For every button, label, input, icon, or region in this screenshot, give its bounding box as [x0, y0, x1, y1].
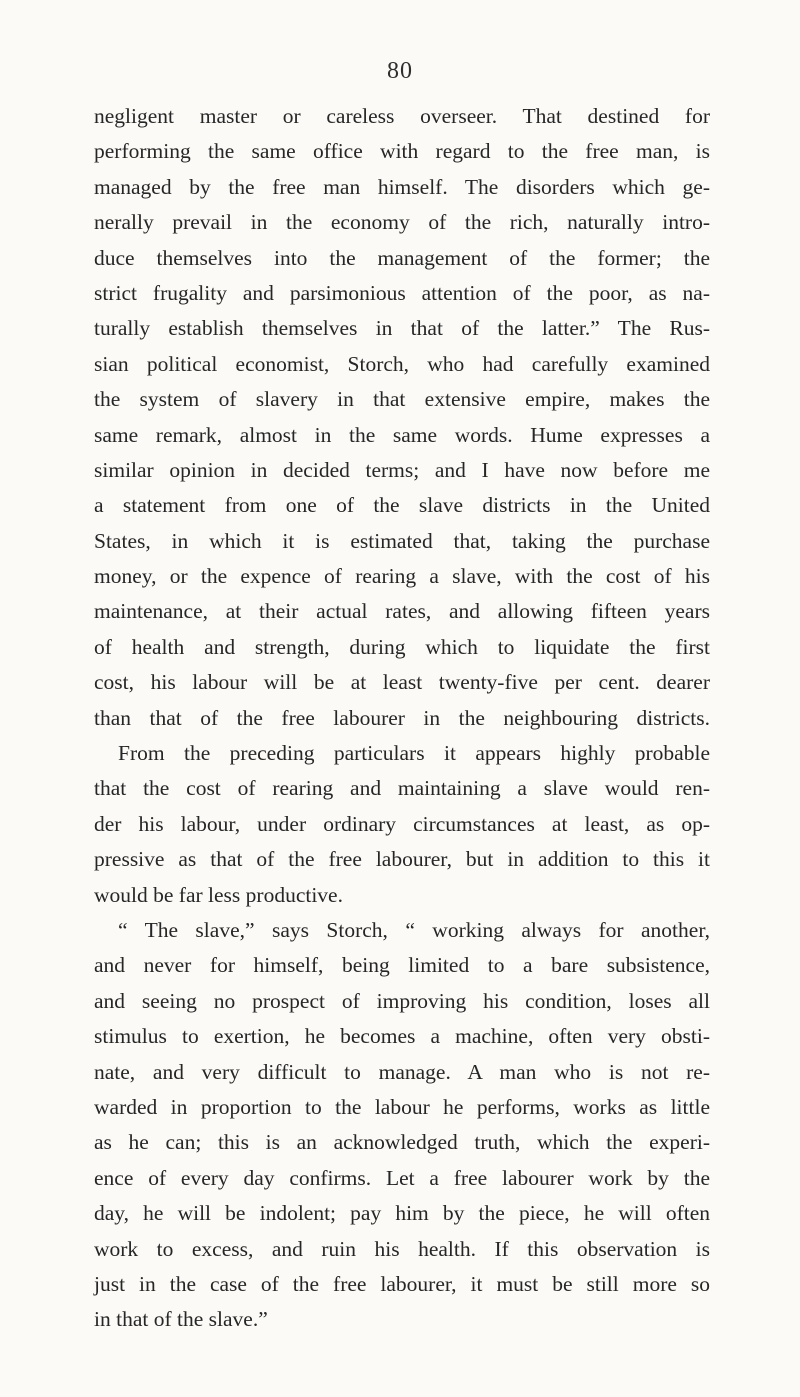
text-line: would be far less productive.	[94, 882, 343, 907]
text-line: cost, his labour will be at least twenty-five per cent. dearer	[94, 670, 710, 695]
body-text	[94, 99, 710, 1338]
text-line: and seeing no prospect of improving his condition, loses all	[94, 988, 710, 1013]
text-line: maintenance, at their actual rates, and allowing fifteen years	[94, 599, 710, 624]
text-line: day, he will be indolent; pay him by the piece, he will often	[94, 1201, 710, 1226]
text-line: der his labour, under ordinary circumstances at least, as op-	[94, 811, 710, 836]
text-line: “ The slave,” says Storch, “ working always for another,	[118, 917, 710, 942]
text-line: strict frugality and parsimonious attention of the poor, as na-	[94, 280, 710, 305]
text-line: pressive as that of the free labourer, but in addition to this it	[94, 847, 710, 872]
text-line: the system of slavery in that extensive empire, makes the	[94, 387, 710, 412]
text-line: of health and strength, during which to liquidate the first	[94, 634, 710, 659]
text-line: States, in which it is estimated that, taking the purchase	[94, 528, 710, 553]
text-line: managed by the free man himself. The disorders which ge-	[94, 174, 710, 199]
text-line: warded in proportion to the labour he performs, works as little	[94, 1094, 710, 1119]
text-line: duce themselves into the management of the former; the	[94, 245, 710, 270]
text-line: work to excess, and ruin his health. If this observation is	[94, 1236, 710, 1261]
text-line: turally establish themselves in that of the latter.” The Rus-	[94, 316, 710, 341]
text-line: a statement from one of the slave districts in the United	[94, 493, 710, 518]
text-line: just in the case of the free labourer, it must be still more so	[94, 1271, 710, 1296]
text-line: and never for himself, being limited to a bare subsistence,	[94, 953, 710, 978]
text-line: From the preceding particulars it appears highly probable	[118, 741, 710, 766]
text-line: performing the same office with regard to the free man, is	[94, 139, 710, 164]
text-line: similar opinion in decided terms; and I have now before me	[94, 457, 710, 482]
page-number: 80	[387, 58, 413, 84]
text-line: in that of the slave.”	[94, 1307, 268, 1332]
text-line: negligent master or careless overseer. That destined for	[94, 104, 710, 128]
text-line: nate, and very difficult to manage. A man who is not re-	[94, 1059, 710, 1084]
text-line: than that of the free labourer in the neighbouring districts.	[94, 705, 710, 730]
text-line: as he can; this is an acknowledged truth, which the experi-	[94, 1130, 710, 1155]
text-line: stimulus to exertion, he becomes a machine, often very obsti-	[94, 1024, 710, 1049]
text-line: nerally prevail in the economy of the rich, naturally intro-	[94, 210, 710, 235]
text-line: same remark, almost in the same words. Hume expresses a	[94, 422, 710, 447]
text-line: sian political economist, Storch, who had carefully examined	[94, 351, 710, 376]
text-line: ence of every day confirms. Let a free labourer work by the	[94, 1165, 710, 1190]
text-line: money, or the expence of rearing a slave, with the cost of his	[94, 564, 710, 589]
text-line: that the cost of rearing and maintaining a slave would ren-	[94, 776, 710, 801]
